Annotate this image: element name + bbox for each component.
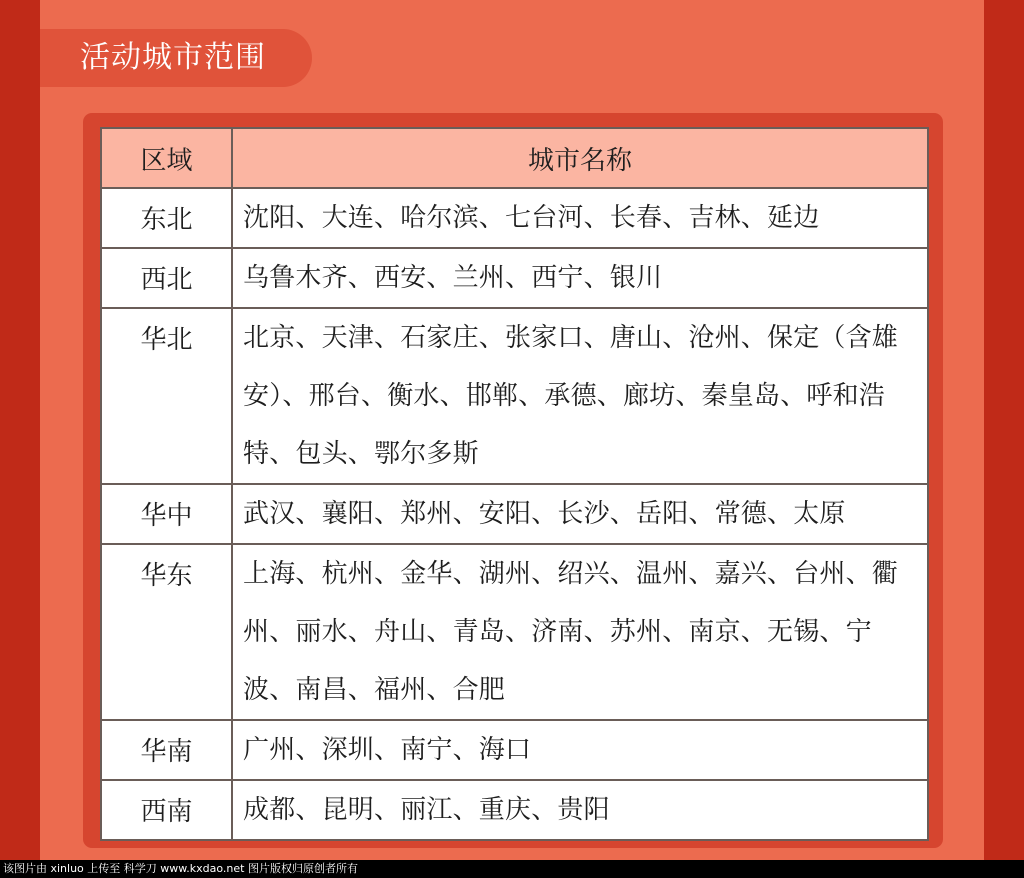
region-cell: 东北 — [101, 188, 232, 248]
header-cities: 城市名称 — [232, 128, 928, 188]
table-row — [101, 544, 928, 720]
table-row — [101, 720, 928, 780]
cities-text: 广州、深圳、南宁、海口 — [243, 735, 532, 765]
table-row — [101, 308, 928, 484]
city-table — [100, 127, 929, 841]
region-cell: 西南 — [101, 780, 232, 840]
cities-cell — [232, 720, 928, 780]
cities-text: 成都、昆明、丽江、重庆、贵阳 — [243, 795, 610, 825]
cities-cell — [232, 248, 928, 308]
region-cell: 华南 — [101, 720, 232, 780]
region-cell: 华中 — [101, 484, 232, 544]
cities-cell — [232, 188, 928, 248]
table-row — [101, 484, 928, 544]
table-row — [101, 780, 928, 840]
table-header-row — [101, 128, 928, 188]
cities-cell — [232, 308, 928, 484]
region-cell: 华东 — [101, 544, 232, 720]
cities-text: 北京、天津、石家庄、张家口、唐山、沧州、保定（含雄安）、邢台、衡水、邯郸、承德、廊坊、秦皇岛、呼和浩特、包头、鄂尔多斯 — [243, 323, 899, 469]
region-cell: 西北 — [101, 248, 232, 308]
table-row — [101, 248, 928, 308]
table-row — [101, 188, 928, 248]
right-border-bar — [984, 0, 1024, 860]
section-title-banner — [40, 29, 312, 87]
cities-text: 乌鲁木齐、西安、兰州、西宁、银川 — [243, 263, 663, 293]
cities-text: 沈阳、大连、哈尔滨、七台河、长春、吉林、延边 — [243, 203, 820, 233]
cities-text: 武汉、襄阳、郑州、安阳、长沙、岳阳、常德、太原 — [243, 499, 846, 529]
left-border-bar — [0, 0, 40, 860]
watermark-footer: 该图片由 xinluo 上传至 科学刀 www.kxdao.net 图片版权归原创者所有 — [0, 860, 1024, 878]
header-region: 区域 — [101, 128, 232, 188]
section-title: 活动城市范围 — [80, 40, 266, 75]
cities-cell — [232, 544, 928, 720]
cities-text: 上海、杭州、金华、湖州、绍兴、温州、嘉兴、台州、衢州、丽水、舟山、青岛、济南、苏州、南京、无锡、宁波、南昌、福州、合肥 — [243, 559, 899, 705]
cities-cell — [232, 484, 928, 544]
region-cell: 华北 — [101, 308, 232, 484]
cities-cell — [232, 780, 928, 840]
